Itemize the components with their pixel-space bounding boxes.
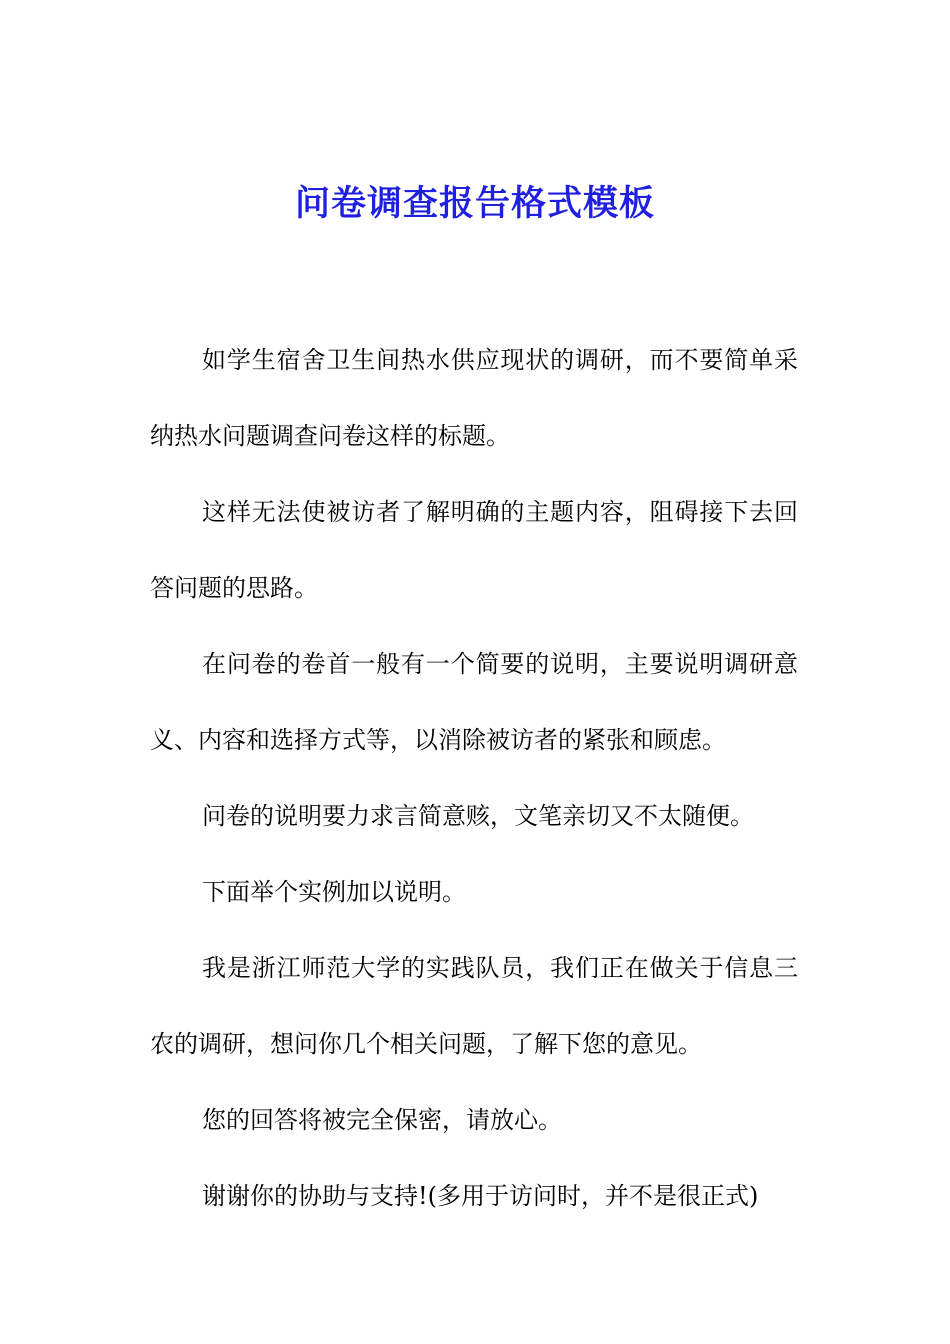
- paragraph-2: 这样无法使被访者了解明确的主题内容，阻碍接下去回答问题的思路。: [150, 498, 798, 602]
- paragraph-7: 您的回答将被完全保密，请放心。: [202, 1106, 562, 1134]
- paragraph-1: 如学生宿舍卫生间热水供应现状的调研，而不要简单采纳热水问题调查问卷这样的标题。: [150, 346, 798, 450]
- paragraph-4: 问卷的说明要力求言简意赅，文笔亲切又不太随便。: [202, 802, 754, 830]
- document-title: 问卷调查报告格式模板: [294, 184, 655, 224]
- paragraph-3: 在问卷的卷首一般有一个简要的说明，主要说明调研意义、内容和选择方式等，以消除被访者的紧张和顾虑。: [150, 650, 798, 754]
- paragraph-5: 下面举个实例加以说明。: [202, 878, 466, 906]
- document-body: [150, 322, 798, 1234]
- paragraph-8: 谢谢你的协助与支持!(多用于访问时，并不是很正式): [202, 1182, 759, 1210]
- paragraph-6: 我是浙江师范大学的实践队员，我们正在做关于信息三农的调研，想问你几个相关问题，了解下您的意见。: [150, 954, 798, 1058]
